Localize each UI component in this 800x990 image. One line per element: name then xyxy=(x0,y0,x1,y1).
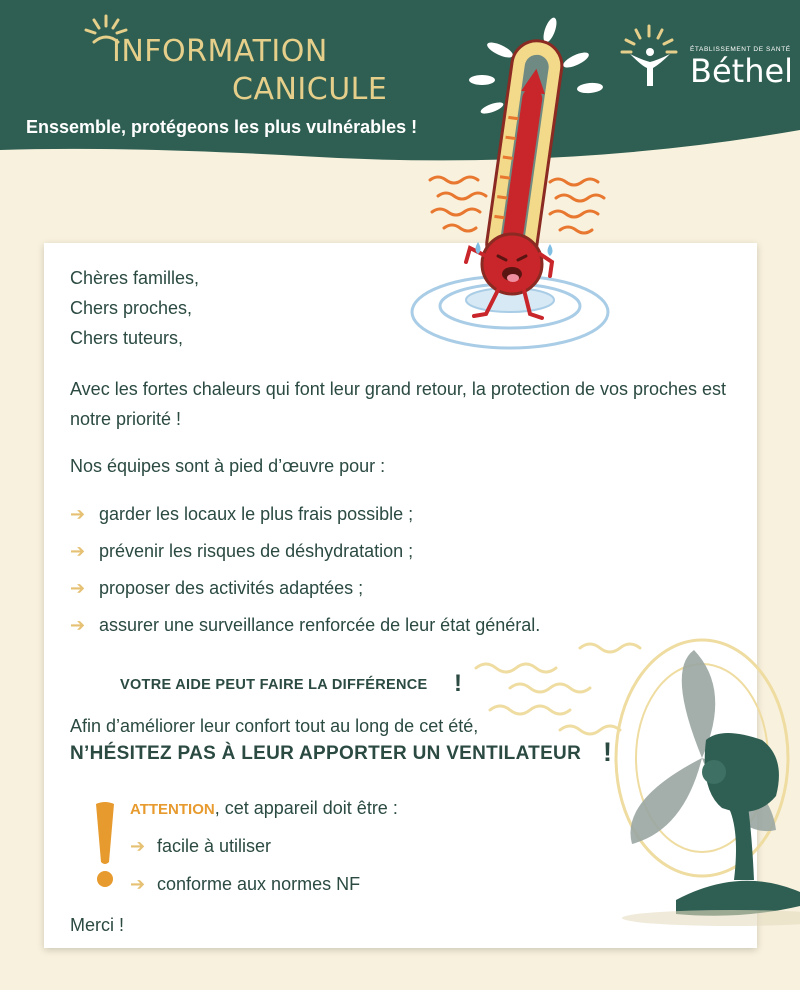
greeting-families: Chères familles, xyxy=(70,268,200,288)
thermometer-illustration xyxy=(400,0,640,360)
attention-line xyxy=(130,798,398,819)
callout-heading: VOTRE AIDE PEUT FAIRE LA DIFFÉRENCE xyxy=(120,677,428,693)
fan-cta: N’HÉSITEZ PAS À LEUR APPORTER UN VENTILATEUR xyxy=(70,743,582,764)
arrow-icon: ➔ xyxy=(130,874,146,894)
attention-text: , cet appareil doit être : xyxy=(214,798,398,818)
greeting-relatives: Chers proches, xyxy=(70,298,193,318)
arrow-icon: ➔ xyxy=(70,504,86,524)
greeting-guardians: Chers tuteurs, xyxy=(70,328,184,348)
action-item: garder les locaux le plus frais possible ; xyxy=(99,504,414,524)
cta-exclamation: ! xyxy=(603,737,612,767)
closing: Merci ! xyxy=(70,915,124,935)
arrow-icon: ➔ xyxy=(130,836,146,856)
requirement-item: conforme aux normes NF xyxy=(157,874,361,894)
title-canicule: CANICULE xyxy=(232,72,388,107)
requirement-item: facile à utiliser xyxy=(157,836,272,856)
tagline: Enssemble, protégeons les plus vulnérables ! xyxy=(26,117,418,137)
logo-subtitle: ÉTABLISSEMENT DE SANTÉ xyxy=(690,46,791,53)
action-item: assurer une surveillance renforcée de leur état général. xyxy=(99,615,541,635)
action-item: prévenir les risques de déshydratation ; xyxy=(99,541,414,561)
title-information: INFORMATION xyxy=(112,34,328,69)
action-item: proposer des activités adaptées ; xyxy=(99,578,364,598)
logo-name: Béthel xyxy=(690,52,794,90)
teams-lead: Nos équipes sont à pied d’œuvre pour : xyxy=(70,456,386,476)
arrow-icon: ➔ xyxy=(70,578,86,598)
callout-exclamation: ! xyxy=(454,670,462,697)
attention-label: ATTENTION xyxy=(130,801,215,818)
exclamation-icon xyxy=(88,800,122,890)
intro-paragraph: Avec les fortes chaleurs qui font leur grand retour, la protection de vos proches est notre priorité ! xyxy=(70,379,727,429)
fan-illustration xyxy=(470,630,800,930)
arrow-icon: ➔ xyxy=(70,541,86,561)
arrow-icon: ➔ xyxy=(70,615,86,635)
comfort-line: Afin d’améliorer leur confort tout au long de cet été, xyxy=(70,716,479,736)
